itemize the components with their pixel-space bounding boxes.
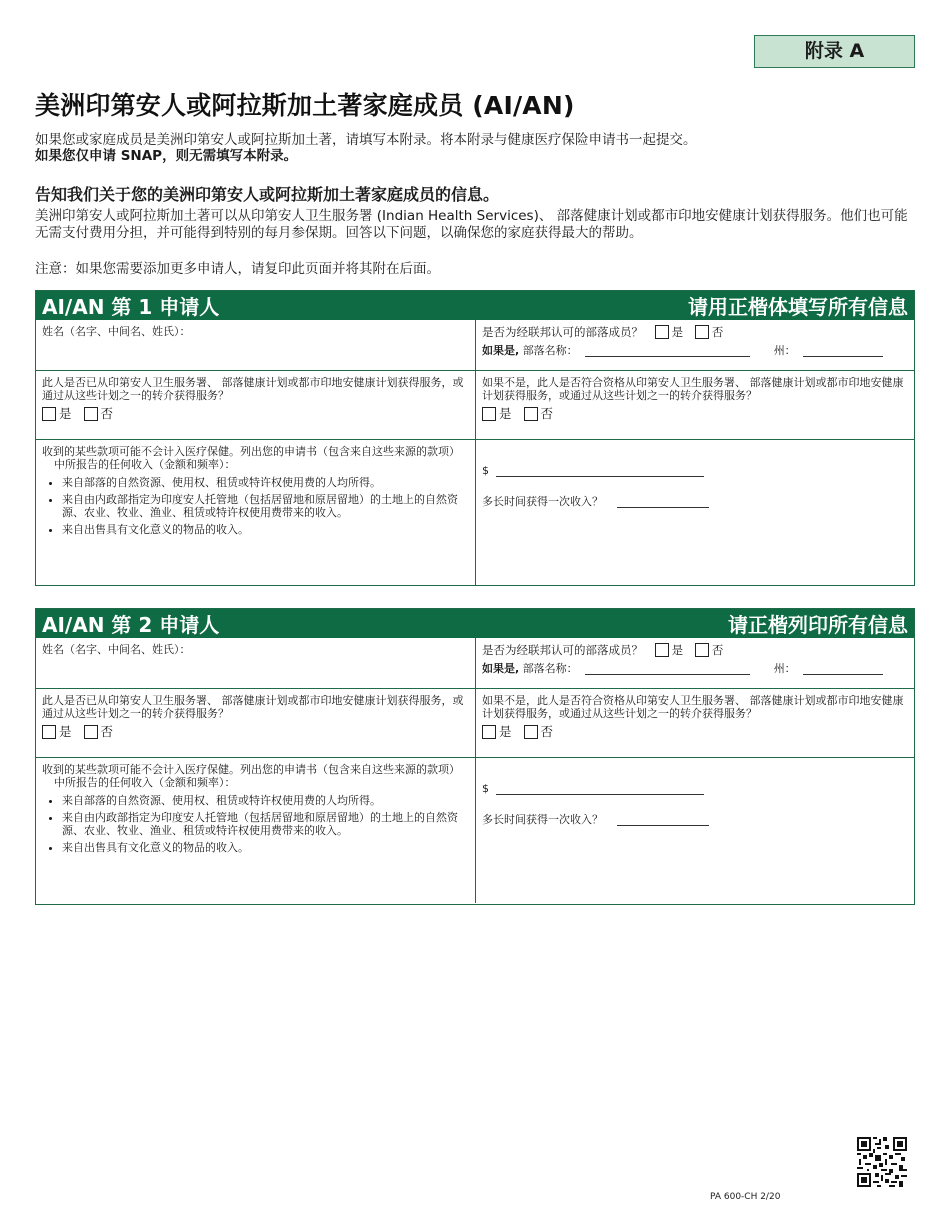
appendix-label: 附录 A (754, 35, 915, 68)
state-field[interactable] (803, 674, 883, 675)
received-no-checkbox[interactable] (84, 725, 98, 739)
income-frequency-field[interactable] (617, 507, 709, 508)
state-label: 州： (773, 344, 796, 357)
intro-snap-note: 如果您仅申请 SNAP，则无需填写本附录。 (35, 148, 298, 164)
intro (35, 132, 915, 164)
tribe-yes-checkbox[interactable] (655, 325, 669, 339)
dollar-sign: $ (482, 464, 489, 477)
tribe-member-cell (476, 320, 914, 370)
yes-label: 是 (499, 724, 512, 739)
eligible-services-question: 如果不是，此人是否符合资格从印第安人卫生服务署、 部落健康计划或都市印地安健康计划获得服务，或通过从这些计划之一的转介获得服务？ (482, 694, 904, 720)
name-label: 姓名（名字、中间名、姓氏）： (42, 325, 191, 338)
income-amount-cell (476, 758, 914, 903)
state-label: 州： (773, 662, 796, 675)
eligible-no-checkbox[interactable] (524, 725, 538, 739)
income-amount-field[interactable] (496, 794, 704, 795)
applicant-title: AI/AN 第 2 申请人 (42, 613, 220, 637)
eligible-services-cell (476, 371, 914, 439)
frequency-label: 多长时间获得一次收入？ (482, 495, 603, 508)
received-no-checkbox[interactable] (84, 407, 98, 421)
tribe-name-label: 部落名称： (522, 344, 578, 357)
received-yes-checkbox[interactable] (42, 725, 56, 739)
yes-label: 是 (59, 724, 72, 739)
eligible-yes-checkbox[interactable] (482, 725, 496, 739)
frequency-label: 多长时间获得一次收入？ (482, 813, 603, 826)
income-intro: 收到的某些款项可能不会计入医疗保健。列出您的申请书（包含来自这些来源的款项）中所报告的任何收入（金额和频率）： (42, 763, 460, 789)
income-item: • 来自部落的自然资源、使用权、租赁或特许权使用费的人均所得。 (62, 476, 469, 489)
income-item: • 来自由内政部指定为印度安人托管地（包括居留地和原居留地）的土地上的自然资源、农业、牧业、渔业、租赁或特许权使用费带来的收入。 (62, 811, 469, 837)
tribe-name-label: 部落名称： (522, 662, 578, 675)
eligible-no-checkbox[interactable] (524, 407, 538, 421)
no-label: 否 (540, 724, 554, 739)
eligible-services-cell (476, 689, 914, 757)
tribe-no-checkbox[interactable] (695, 643, 709, 657)
no-label: 否 (100, 724, 114, 739)
name-field[interactable] (36, 320, 476, 370)
qr-code-icon (857, 1137, 907, 1187)
applicant-instruction: 请正楷列印所有信息 (728, 613, 908, 637)
no-label: 否 (100, 406, 114, 421)
applicant-1-section (35, 290, 915, 586)
if-yes-label: 如果是, (482, 662, 520, 675)
received-services-cell (36, 689, 476, 757)
intro-line: 如果您或家庭成员是美洲印第安人或阿拉斯加土著，请填写本附录。将本附录与健康医疗保险申请书一起提交。 (35, 132, 697, 148)
name-field[interactable] (36, 638, 476, 688)
income-item: • 来自由内政部指定为印度安人托管地（包括居留地和原居留地）的土地上的自然资源、农业、牧业、渔业、租赁或特许权使用费带来的收入。 (62, 493, 469, 519)
tribe-name-field[interactable] (585, 356, 750, 357)
income-amount-cell (476, 440, 914, 585)
applicant-1-banner (36, 291, 914, 320)
tribe-member-question: 是否为经联邦认可的部落成员？ (482, 643, 643, 657)
income-intro: 收到的某些款项可能不会计入医疗保健。列出您的申请书（包含来自这些来源的款项）中所报告的任何收入（金额和频率）： (42, 445, 460, 471)
income-item: • 来自出售具有文化意义的物品的收入。 (62, 841, 469, 854)
page-title: 美洲印第安人或阿拉斯加土著家庭成员 (AI/AN) (35, 91, 575, 120)
tribe-yes-checkbox[interactable] (655, 643, 669, 657)
section-heading: 告知我们关于您的美洲印第安人或阿拉斯加土著家庭成员的信息。 (35, 185, 500, 204)
applicant-2-banner (36, 609, 914, 638)
yes-label: 是 (671, 325, 684, 339)
received-services-question: 此人是否已从印第安人卫生服务署、 部落健康计划或都市印地安健康计划获得服务，或通过从这些计划之一的转介获得服务？ (42, 376, 464, 402)
tribe-member-question: 是否为经联邦认可的部落成员？ (482, 325, 643, 339)
no-label: 否 (711, 643, 724, 657)
dollar-sign: $ (482, 782, 489, 795)
yes-label: 是 (671, 643, 684, 657)
yes-label: 是 (59, 406, 72, 421)
applicant-instruction: 请用正楷体填写所有信息 (688, 295, 908, 319)
yes-label: 是 (499, 406, 512, 421)
description: 美洲印第安人或阿拉斯加土著可以从印第安人卫生服务署 (Indian Health Services)、 部落健康计划或都市印地安健康计划获得服务。他们也可能无需支付费用分担，并可能得到特别的每月参保期。回答以下问题，以确保您的家庭获得最大的帮助。 (35, 208, 908, 241)
income-amount-field[interactable] (496, 476, 704, 477)
received-services-cell (36, 371, 476, 439)
applicant-2-section (35, 608, 915, 905)
income-item: • 来自部落的自然资源、使用权、租赁或特许权使用费的人均所得。 (62, 794, 469, 807)
note: 注意：如果您需要添加更多申请人，请复印此页面并将其附在后面。 (35, 261, 440, 277)
received-services-question: 此人是否已从印第安人卫生服务署、 部落健康计划或都市印地安健康计划获得服务，或通过从这些计划之一的转介获得服务？ (42, 694, 464, 720)
tribe-name-field[interactable] (585, 674, 750, 675)
no-label: 否 (711, 325, 724, 339)
tribe-no-checkbox[interactable] (695, 325, 709, 339)
eligible-yes-checkbox[interactable] (482, 407, 496, 421)
eligible-services-question: 如果不是，此人是否符合资格从印第安人卫生服务署、 部落健康计划或都市印地安健康计划获得服务，或通过从这些计划之一的转介获得服务？ (482, 376, 904, 402)
income-frequency-field[interactable] (617, 825, 709, 826)
income-info-cell (36, 440, 476, 585)
income-item: • 来自出售具有文化意义的物品的收入。 (62, 523, 469, 536)
name-label: 姓名（名字、中间名、姓氏）： (42, 643, 191, 656)
applicant-title: AI/AN 第 1 申请人 (42, 295, 220, 319)
received-yes-checkbox[interactable] (42, 407, 56, 421)
state-field[interactable] (803, 356, 883, 357)
form-id: PA 600-CH 2/20 (710, 1192, 781, 1202)
income-info-cell (36, 758, 476, 903)
if-yes-label: 如果是, (482, 344, 520, 357)
tribe-member-cell (476, 638, 914, 688)
no-label: 否 (540, 406, 554, 421)
